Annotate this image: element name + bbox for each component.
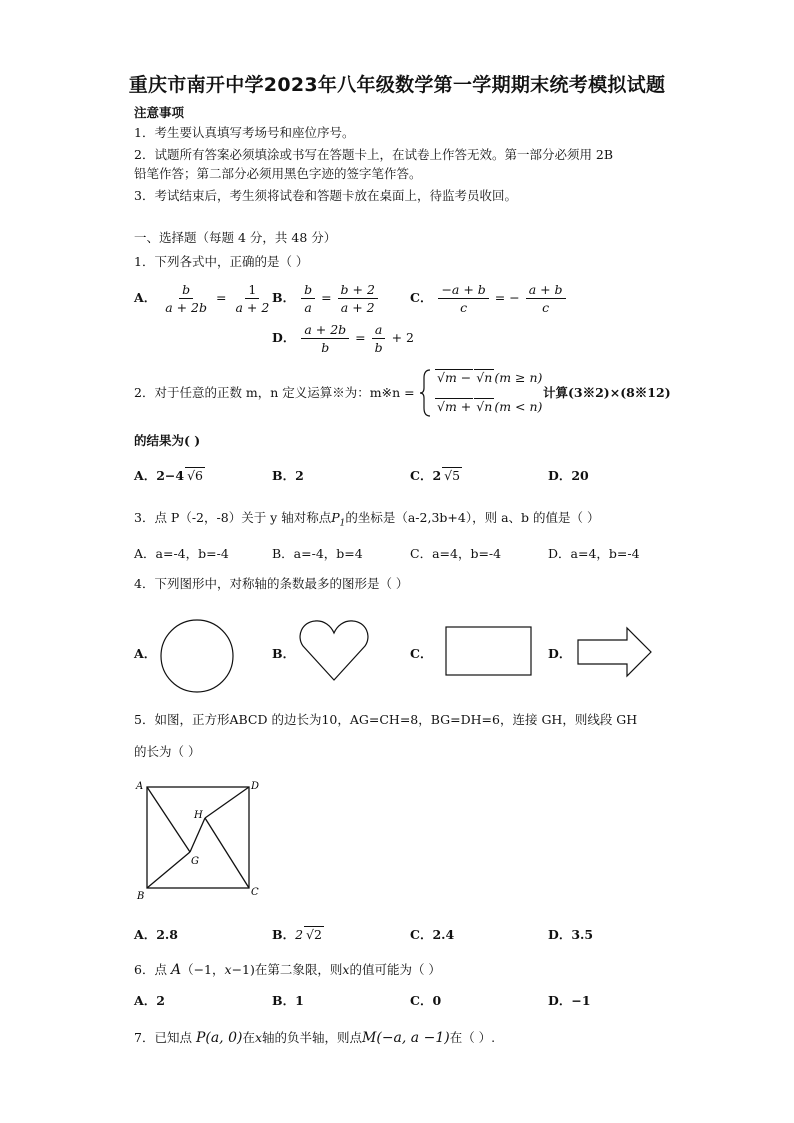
notice-item-2-cont: 铅笔作答；第二部分必须用黑色字迹的签字笔作答。 [134, 166, 422, 181]
q1-a-left-fraction: $\frac{b}{a + 2b}$ [165, 282, 208, 315]
q1-b-right-fraction: $\frac{b + 2}{a + 2}$ [338, 282, 378, 315]
q1-d-left-fraction: $\frac{a + 2b}{b}$ [301, 322, 349, 355]
q5-option-c: C．2.4 [410, 927, 455, 942]
q1-a-equals: = [216, 290, 227, 305]
q4-option-a-label: A． [134, 646, 157, 661]
q3-p1: $P_1$ [331, 510, 346, 529]
q6-stem: 6．点 A（−1，x−1)在第二象限，则x的值可能为（ ） [134, 962, 441, 978]
circle-shape-icon [158, 618, 238, 696]
q3-option-a: A．a=-4，b=-4 [134, 546, 229, 561]
q4-option-c-label: C． [410, 646, 433, 661]
q1-b-left-fraction: $\frac{b}{a}$ [301, 282, 315, 315]
q1-option-a-label: A． [134, 290, 157, 305]
q1-option-c [410, 282, 568, 315]
q2-case-2 [434, 398, 542, 416]
q5-line2: 的长为（ ） [134, 744, 201, 759]
page-title: 重庆市南开中学2023年八年级数学第一学期期末统考模拟试题 [128, 74, 666, 96]
notice-item-1: 1．考生要认真填写考场号和座位序号。 [134, 125, 355, 140]
q5-option-b: B．2 √2 [272, 927, 322, 942]
q1-option-d [272, 322, 414, 355]
q2-case2-sqrt-n: √n [476, 399, 493, 414]
q1-option-c-label: C． [410, 290, 433, 305]
q2-case1-sqrt-m: √m − [437, 370, 472, 385]
q3-stem: 3．点 P（-2，-8）关于 y 轴对称点$P_1$的坐标是（a-2,3b+4），则 a、b 的值是（ ） [134, 510, 600, 529]
q2-case2-sqrt-m: √m + [437, 399, 472, 414]
q1-option-d-label: D． [272, 330, 296, 345]
section-heading: 一、选择题（每题 4 分，共 48 分） [134, 230, 337, 245]
q5-option-d: D．3.5 [548, 927, 594, 942]
q2-option-c: C．2 √5 [410, 468, 461, 483]
fig-label-b: B [137, 891, 145, 901]
q2-option-b: B．2 [272, 468, 304, 483]
q2-brace-icon [418, 368, 432, 418]
notice-item-3: 3．考试结束后，考生须将试卷和答题卡放在桌面上，待监考员收回。 [134, 188, 517, 203]
q3-option-c: C．a=4，b=-4 [410, 546, 502, 561]
q6-option-a: A．2 [134, 993, 165, 1008]
heart-shape-icon [298, 618, 370, 682]
q5-line1: 5．如图，正方形ABCD 的边长为10，AG=CH=8，BG=DH=6，连接 GH，则线段 GH [134, 712, 638, 727]
q2-option-d: D．20 [548, 468, 589, 483]
notice-heading: 注意事项 [134, 105, 185, 120]
q2-option-a: A．2−4 √6 [134, 468, 203, 483]
q5-option-a: A．2.8 [134, 927, 178, 942]
q2-case2-condition: (m < n) [494, 399, 543, 414]
fig-label-c: C [251, 887, 259, 898]
q1-option-b [272, 282, 380, 315]
fig-label-g: G [191, 856, 199, 867]
fig-label-a: A [136, 781, 144, 792]
q1-c-right-fraction: $\frac{a + b}{c}$ [526, 282, 566, 315]
q2-tail: 计算(3※2)×(8※12) [543, 385, 671, 400]
q4-option-d-label: D． [548, 646, 572, 661]
q7-stem: 7．已知点 P(a, 0)在x轴的负半轴，则点M(−a, a −1)在（ ）. [134, 1030, 496, 1046]
q6-option-b: B．1 [272, 993, 304, 1008]
q1-d-equals: = [355, 330, 366, 345]
q2-lead: 2．对于任意的正数 m，n 定义运算※为：m※n = [134, 385, 415, 400]
q4-stem: 4．下列图形中，对称轴的条数最多的图形是（ ） [134, 576, 409, 591]
arrow-shape-icon [575, 626, 655, 678]
q3-option-d: D．a=4，b=-4 [548, 546, 640, 561]
q1-stem: 1．下列各式中，正确的是（ ） [134, 254, 309, 269]
q1-c-left-fraction: $\frac{-a + b}{c}$ [438, 282, 488, 315]
fig-label-h: H [194, 810, 203, 821]
q6-option-c: C．0 [410, 993, 442, 1008]
q2-case-1 [434, 369, 542, 387]
notice-item-2: 2．试题所有答案必须填涂或书写在答题卡上，在试卷上作答无效。第一部分必须用 2B [134, 147, 614, 162]
q6-option-d: D．−1 [548, 993, 591, 1008]
q1-c-equals: = − [494, 290, 520, 305]
q4-option-b-label: B． [272, 646, 296, 661]
q1-a-right-fraction: $\frac{1}{a + 2}$ [235, 282, 270, 315]
square-geometry-figure [132, 775, 264, 901]
q1-b-equals: = [321, 290, 332, 305]
q2-case1-condition: (m ≥ n) [494, 370, 543, 385]
q1-option-a [134, 282, 274, 315]
q1-d-right-fraction: $\frac{a}{b}$ [372, 322, 386, 355]
fig-label-d: D [251, 781, 260, 792]
q2-line2: 的结果为( ) [134, 433, 201, 448]
q3-option-b: B．a=-4，b=4 [272, 546, 363, 561]
rectangle-shape-icon [444, 625, 534, 679]
q2-case1-sqrt-n: √n [476, 370, 493, 385]
q1-d-tail: + 2 [391, 330, 415, 345]
q1-option-b-label: B． [272, 290, 296, 305]
